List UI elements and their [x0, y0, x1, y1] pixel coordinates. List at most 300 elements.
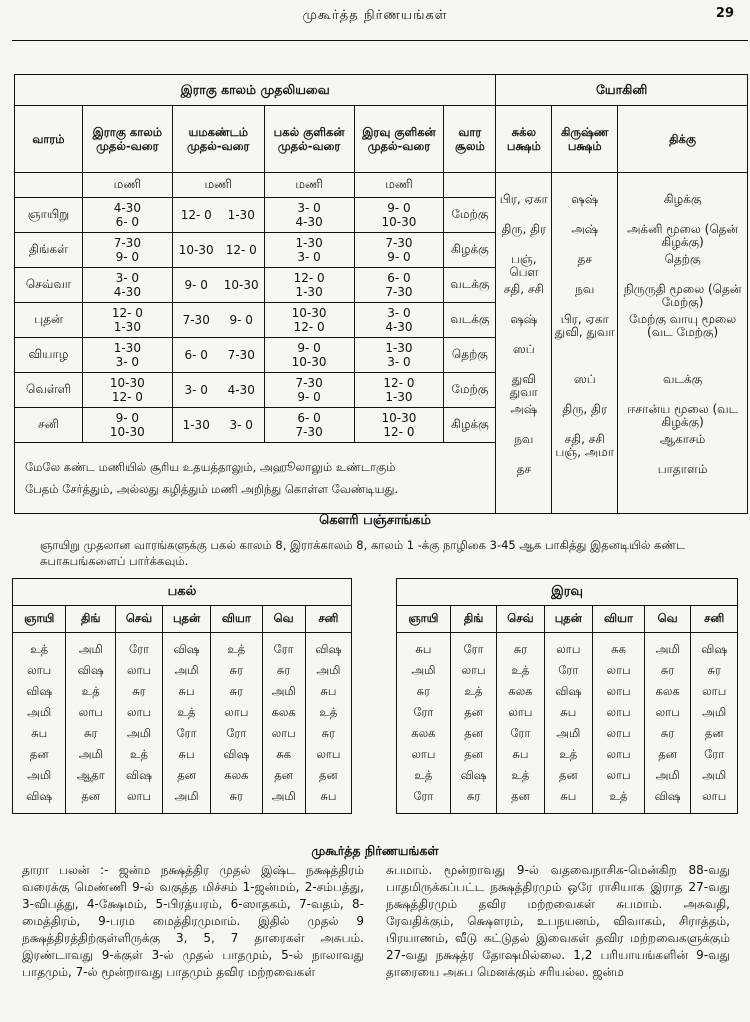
- table-row: [13, 744, 352, 765]
- time-to: 10-30: [381, 215, 417, 229]
- weekday-header: திங்: [450, 606, 497, 633]
- gouri-cell: சுர: [305, 723, 351, 744]
- gouri-cell: சுப: [162, 744, 210, 765]
- day-cell: வெள்ளி: [15, 373, 83, 408]
- yogini-sukla-column: [496, 173, 552, 514]
- time-from: 7-30: [385, 236, 413, 250]
- gouri-cell: லாப: [305, 744, 351, 765]
- gouri-cell: அமி: [13, 702, 66, 723]
- time-from: 6- 0: [297, 411, 321, 425]
- gouri-cell: சுர: [497, 633, 544, 661]
- iravu-cell: [354, 408, 444, 443]
- time-to: 3- 0: [229, 418, 253, 432]
- gouri-cell: அமி: [691, 765, 738, 786]
- yogini-sukla-cell: தச: [516, 462, 532, 476]
- time-to: 4-30: [113, 285, 141, 299]
- time-to: 1-30: [113, 320, 141, 334]
- time-from: 1-30: [113, 341, 141, 355]
- soolam-cell: கிழக்கு: [444, 408, 496, 443]
- gouri-cell: லாப: [450, 660, 497, 681]
- gouri-cell: லாப: [593, 660, 645, 681]
- iravu-cell: [354, 373, 444, 408]
- col-header-rahu: இராகு காலம் முதல்-வரை: [82, 106, 172, 173]
- time-from: 12- 0: [293, 271, 325, 285]
- day-cell: செவ்வா: [15, 268, 83, 303]
- gouri-cell: உத்: [162, 702, 210, 723]
- rahu-cell: [82, 268, 172, 303]
- gouri-cell: விஷ: [644, 786, 691, 814]
- gouri-cell: விஷ: [13, 786, 66, 814]
- day-cell: திங்கள்: [15, 233, 83, 268]
- iravu-cell: [354, 198, 444, 233]
- gouri-cell: லாப: [593, 765, 645, 786]
- gouri-cell: அமி: [262, 786, 305, 814]
- time-from: 1-30: [182, 418, 210, 432]
- yogini-dikku-cell: பாதாளம்: [657, 462, 708, 476]
- rahu-kalam-table: [14, 74, 748, 514]
- gouri-cell: ரோ: [397, 702, 451, 723]
- gouri-cell: தன: [66, 786, 116, 814]
- time-to: 9- 0: [115, 250, 140, 264]
- time-from: 10-30: [109, 376, 145, 390]
- gouri-cell: உத்: [66, 681, 116, 702]
- gouri-cell: சுர: [211, 786, 262, 814]
- gouri-cell: லாப: [593, 744, 645, 765]
- gouri-cell: தன: [450, 744, 497, 765]
- yama-cell: [172, 338, 264, 373]
- gouri-description: ஞாயிறு முதலான வாரங்களுக்கு பகல் காலம் 8, இராக்காலம் 8, காலம் 1 -க்கு நாழிகை 3-45 ஆக பாகித்து இதனடியில் கண்ட சுபாசுபங்களைப் பார்க்கவும்.: [40, 538, 686, 568]
- gouri-day-title: பகல்: [13, 579, 352, 606]
- gouri-cell: விஷ: [691, 633, 738, 661]
- time-to: 9- 0: [297, 390, 321, 404]
- time-to: 12- 0: [111, 390, 143, 404]
- table-row: [397, 765, 738, 786]
- gouri-cell: விஷ: [116, 765, 163, 786]
- gouri-cell: அமி: [305, 660, 351, 681]
- yogini-krishna-cell: திரு, திர: [562, 402, 608, 416]
- gouri-cell: ரோ: [262, 633, 305, 661]
- mani-label: மணி: [354, 173, 444, 198]
- soolam-cell: கிழக்கு: [444, 233, 496, 268]
- gouri-cell: லாப: [497, 702, 544, 723]
- gouri-cell: சுர: [211, 660, 262, 681]
- gouri-cell: விஷ: [305, 633, 351, 661]
- gouri-cell: லாப: [13, 660, 66, 681]
- gouri-cell: உத்: [116, 744, 163, 765]
- gouri-cell: உத்: [305, 702, 351, 723]
- yama-cell: [172, 303, 264, 338]
- gouri-cell: சுர: [691, 660, 738, 681]
- mani-label: மணி: [82, 173, 172, 198]
- gouri-cell: ரோ: [116, 633, 163, 661]
- table-row: [13, 786, 352, 814]
- gouri-cell: சுப: [544, 786, 593, 814]
- gouri-cell: அமி: [162, 786, 210, 814]
- table-row: [397, 786, 738, 814]
- gouri-cell: கலக: [262, 702, 305, 723]
- time-to: 3- 0: [387, 355, 411, 369]
- time-from: 10-30: [381, 411, 417, 425]
- pagal-cell: [264, 373, 354, 408]
- time-from: 6- 0: [184, 348, 208, 362]
- weekday-header: புதன்: [162, 606, 210, 633]
- gouri-cell: லாப: [544, 633, 593, 661]
- time-to: 12- 0: [383, 425, 415, 439]
- yogini-dikku-cell: மேற்கு வாயு மூலை (வட மேற்கு): [628, 312, 737, 339]
- time-to: 12- 0: [293, 320, 325, 334]
- col-header-soolam: வார சூலம்: [444, 106, 496, 173]
- yama-cell: [172, 233, 264, 268]
- rahu-cell: [82, 408, 172, 443]
- pagal-cell: [264, 233, 354, 268]
- yogini-dikku-cell: அக்னி மூலை (தென் கிழக்கு): [627, 222, 739, 249]
- page-number: 29: [715, 6, 734, 21]
- yogini-sukla-cell: துவி துவா: [509, 372, 538, 399]
- col-header-krishna: கிருஷ்ண பக்ஷம்: [552, 106, 618, 173]
- time-to: 7-30: [295, 425, 323, 439]
- gouri-cell: தன: [450, 723, 497, 744]
- time-to: 10-30: [291, 355, 327, 369]
- gouri-cell: அமி: [13, 765, 66, 786]
- gouri-cell: ரோ: [162, 723, 210, 744]
- running-header-title: முகூர்த்த நிர்ணயங்கள்: [302, 8, 448, 23]
- gouri-cell: லாப: [593, 702, 645, 723]
- time-from: 12- 0: [111, 306, 143, 320]
- gouri-cell: உத்: [593, 786, 645, 814]
- gouri-cell: விஷ: [66, 660, 116, 681]
- gouri-night-table: [396, 578, 738, 814]
- yama-cell: [172, 408, 264, 443]
- gouri-cell: அமி: [644, 633, 691, 661]
- soolam-cell: வடக்கு: [444, 303, 496, 338]
- yogini-sukla-cell: சதி, சசி: [503, 282, 544, 296]
- gouri-cell: விஷ: [13, 681, 66, 702]
- pagal-cell: [264, 303, 354, 338]
- day-cell: ஞாயிறு: [15, 198, 83, 233]
- table-note: [15, 443, 496, 514]
- gouri-cell: விஷ: [162, 633, 210, 661]
- gouri-cell: சுர: [66, 723, 116, 744]
- soolam-cell: மேற்கு: [444, 373, 496, 408]
- gouri-cell: லாப: [116, 702, 163, 723]
- gouri-cell: அமி: [397, 660, 451, 681]
- table-row: [13, 660, 352, 681]
- weekday-header: திங்: [66, 606, 116, 633]
- gouri-cell: லாப: [66, 702, 116, 723]
- weekday-header: சனி: [691, 606, 738, 633]
- gouri-cell: உத்: [544, 744, 593, 765]
- gouri-cell: லாப: [211, 702, 262, 723]
- time-to: 3- 0: [297, 250, 321, 264]
- body-column-right: சுபமாம். மூன்றாவது 9-ல் வதவைநாசிக-மென்கிற 88-வது பாதமிருக்கப்பட்ட நக்ஷத்திரமும் ஒரே ராசியாக இராத 27-வது நக்ஷத்திரமும் தவிர மற்றவைகள் சுபமாம். அசுவதி, ரேவதிக்கும், க்ஷௌரம், உபநயனம், விவாகம், சிராத்தம், பிரயாணம், வீடு கட்டுதல் இவைகள் தவிர மற்றவைகளுக்கும் 27-வது நக்ஷத்ர தோஷமில்லை. 1,2 பரியாயங்களின் 9-வது தாரையை அசுப மெனக்கும் சரியல்ல. ஜன்ம: [386, 863, 730, 979]
- note-line: பேதம் சேர்த்தும், அல்லது கழித்தும் மணி அறிந்து கொள்ள வேண்டியது.: [25, 482, 399, 496]
- gouri-title: கௌரி பஞ்சாங்கம்: [319, 513, 431, 528]
- rahu-cell: [82, 338, 172, 373]
- iravu-cell: [354, 233, 444, 268]
- weekday-header: வெ: [262, 606, 305, 633]
- time-from: 12- 0: [383, 376, 415, 390]
- yogini-dikku-column: [618, 173, 748, 514]
- gouri-cell: தன: [450, 702, 497, 723]
- gouri-cell: கலக: [497, 681, 544, 702]
- time-from: 1-30: [295, 236, 323, 250]
- gouri-cell: அமி: [262, 681, 305, 702]
- iravu-cell: [354, 268, 444, 303]
- gouri-cell: சுப: [544, 702, 593, 723]
- yogini-sukla-cell: ஸப்: [512, 342, 535, 356]
- weekday-header: சனி: [305, 606, 351, 633]
- yama-cell: [172, 198, 264, 233]
- gouri-cell: லாப: [691, 786, 738, 814]
- gouri-cell: லாப: [691, 681, 738, 702]
- time-to: 4-30: [385, 320, 413, 334]
- gouri-cell: சுக: [262, 744, 305, 765]
- weekday-header: ஞாயி: [397, 606, 451, 633]
- time-from: 9- 0: [297, 341, 321, 355]
- gouri-cell: சுர: [644, 660, 691, 681]
- iravu-cell: [354, 338, 444, 373]
- group-header-rahu: இராகு காலம் முதலியவை: [15, 75, 496, 106]
- time-from: 3- 0: [115, 271, 140, 285]
- gouri-cell: சுப: [497, 744, 544, 765]
- gouri-cell: தன: [644, 744, 691, 765]
- gouri-cell: அமி: [66, 744, 116, 765]
- yogini-sukla-cell: நவ: [514, 432, 534, 446]
- yama-cell: [172, 268, 264, 303]
- yogini-krishna-cell: சதி, சசி பஞ், அமா: [555, 432, 615, 459]
- gouri-cell: லாப: [644, 702, 691, 723]
- time-from: 4-30: [113, 201, 141, 215]
- time-from: 10-30: [178, 243, 214, 257]
- gouri-cell: ரோ: [497, 723, 544, 744]
- weekday-header: வியா: [593, 606, 645, 633]
- gouri-cell: அமி: [691, 702, 738, 723]
- yogini-krishna-column: [552, 173, 618, 514]
- time-to: 9- 0: [229, 313, 253, 327]
- time-from: 6- 0: [387, 271, 411, 285]
- yogini-krishna-cell: நவ: [575, 282, 595, 296]
- gouri-cell: லாப: [116, 786, 163, 814]
- body-column-left: தாரா பலன் :- ஜன்ம நக்ஷத்திர முதல் இஷ்ட நக்ஷத்திரம் வரைக்கு மெண்ணி 9-ல் வகுத்த மிச்சம் 1-ஜன்மம், 2-சம்பத்து, 3-விபத்து, 4-க்ஷேமம், 5-பிரத்யரம், 6-ஸாதகம், 7-வதம், 8-மைத்திரம், 9-பரம மைத்திரமுமாம். இதில் முதல் 9 நக்ஷத்திரத்திற்குள்ளிருக்கு 3, 5, 7 தாரைகள் அசுபம். இரண்டாவது 9-க்குள் 3-ல் முதல் பாதமும், 5-ல் நாலாவது பாதமும், 7-ல் மூன்றாவது பாதமும் தவிர மற்றவைகள்: [22, 863, 364, 979]
- yogini-dikku-cell: தெற்கு: [664, 252, 701, 266]
- table-row: [397, 681, 738, 702]
- weekday-header: செவ்: [116, 606, 163, 633]
- time-from: 9- 0: [115, 411, 140, 425]
- col-header-night-kuligan: இரவு குளிகன் முதல்-வரை: [354, 106, 444, 173]
- time-from: 3- 0: [184, 383, 208, 397]
- yogini-krishna-cell: ஸப்: [573, 372, 596, 386]
- weekday-header: புதன்: [544, 606, 593, 633]
- gouri-cell: தன: [13, 744, 66, 765]
- gouri-cell: தன: [497, 786, 544, 814]
- mani-label: மணி: [172, 173, 264, 198]
- yogini-sukla-cell: அஷ்: [510, 402, 538, 416]
- gouri-night-title: இரவு: [397, 579, 738, 606]
- gouri-cell: உத்: [397, 765, 451, 786]
- time-to: 7-30: [227, 348, 255, 362]
- pagal-cell: [264, 408, 354, 443]
- gouri-cell: உத்: [497, 660, 544, 681]
- gouri-cell: தன: [305, 765, 351, 786]
- gouri-cell: ஆதா: [66, 765, 116, 786]
- gouri-cell: லாப: [116, 660, 163, 681]
- col-header-dikku: திக்கு: [618, 106, 748, 173]
- mani-blank: [15, 173, 83, 198]
- gouri-cell: சுர: [397, 681, 451, 702]
- time-to: 1-30: [295, 285, 323, 299]
- gouri-cell: ரோ: [544, 660, 593, 681]
- yogini-dikku-cell: கிழக்கு: [663, 192, 702, 206]
- gouri-cell: சுக: [593, 633, 645, 661]
- section-title: முகூர்த்த நிர்ணயங்கள்: [311, 843, 439, 858]
- gouri-cell: உத்: [450, 681, 497, 702]
- time-to: 9- 0: [387, 250, 411, 264]
- time-from: 9- 0: [387, 201, 411, 215]
- time-to: 12- 0: [225, 243, 257, 257]
- yogini-sukla-cell: பிர, ஏகா: [499, 192, 548, 206]
- gouri-cell: தன: [544, 765, 593, 786]
- yogini-krishna-cell: பிர, ஏகா துவி, துவா: [554, 312, 615, 339]
- time-from: 7-30: [182, 313, 210, 327]
- gouri-cell: கலக: [211, 765, 262, 786]
- gouri-cell: விஷ: [450, 765, 497, 786]
- weekday-header: வெ: [644, 606, 691, 633]
- gouri-cell: ரோ: [397, 786, 451, 814]
- soolam-cell: மேற்கு: [444, 198, 496, 233]
- time-to: 6- 0: [115, 215, 140, 229]
- header-rule: [12, 40, 748, 41]
- time-from: 12- 0: [180, 208, 212, 222]
- gouri-cell: சுர: [262, 660, 305, 681]
- table-row: [13, 723, 352, 744]
- yogini-dikku-cell: நிருருதி மூலை (தென் மேற்கு): [623, 282, 742, 309]
- col-header-yama: யமகண்டம் முதல்-வரை: [172, 106, 264, 173]
- yogini-dikku-cell: ஆகாசம்: [659, 432, 706, 446]
- yogini-krishna-cell: தச: [577, 252, 592, 266]
- time-to: 3- 0: [115, 355, 140, 369]
- time-from: 7-30: [113, 236, 141, 250]
- gouri-cell: தன: [691, 723, 738, 744]
- soolam-cell: தெற்கு: [444, 338, 496, 373]
- gouri-cell: கலக: [397, 723, 451, 744]
- time-from: 10-30: [291, 306, 327, 320]
- gouri-cell: கலக: [644, 681, 691, 702]
- iravu-cell: [354, 303, 444, 338]
- pagal-cell: [264, 198, 354, 233]
- gouri-cell: அமி: [544, 723, 593, 744]
- time-from: 7-30: [295, 376, 323, 390]
- gouri-cell: உத்: [211, 633, 262, 661]
- gouri-cell: அமி: [162, 660, 210, 681]
- yogini-dikku-cell: வடக்கு: [662, 372, 703, 386]
- gouri-cell: லாப: [593, 681, 645, 702]
- rahu-cell: [82, 373, 172, 408]
- col-header-day-kuligan: பகல் குளிகன் முதல்-வரை: [264, 106, 354, 173]
- gouri-cell: சுர: [116, 681, 163, 702]
- time-from: 9- 0: [184, 278, 208, 292]
- gouri-cell: உத்: [13, 633, 66, 661]
- time-from: 3- 0: [297, 201, 321, 215]
- table-row: [397, 633, 738, 661]
- weekday-header: ஞாயி: [13, 606, 66, 633]
- mani-label: மணி: [264, 173, 354, 198]
- gouri-cell: சுப: [397, 633, 451, 661]
- time-to: 10-30: [109, 425, 145, 439]
- group-header-yogini: யோகினி: [496, 75, 748, 106]
- table-row: [397, 744, 738, 765]
- time-to: 4-30: [227, 383, 255, 397]
- yama-cell: [172, 373, 264, 408]
- note-line: மேலே கண்ட மணியில் சூரிய உதயத்தாலும், அஹூலாலும் உண்டாகும்: [25, 460, 396, 474]
- rahu-cell: [82, 303, 172, 338]
- rahu-cell: [82, 198, 172, 233]
- pagal-cell: [264, 338, 354, 373]
- gouri-cell: தன: [162, 765, 210, 786]
- table-row: [397, 723, 738, 744]
- gouri-cell: சுப: [305, 786, 351, 814]
- table-row: [13, 702, 352, 723]
- yogini-sukla-cell: திரு, திர: [501, 222, 547, 236]
- time-to: 10-30: [223, 278, 259, 292]
- gouri-cell: லாப: [262, 723, 305, 744]
- yogini-krishna-cell: ஷஷ்: [571, 192, 599, 206]
- table-row: [13, 633, 352, 661]
- gouri-cell: தன: [262, 765, 305, 786]
- col-header-sukla: சுக்ல பக்ஷம்: [496, 106, 552, 173]
- weekday-header: செவ்: [497, 606, 544, 633]
- gouri-cell: ரோ: [211, 723, 262, 744]
- gouri-day-table: [12, 578, 352, 814]
- day-cell: வியாழ: [15, 338, 83, 373]
- col-header-day: வாரம்: [15, 106, 83, 173]
- time-to: 4-30: [295, 215, 323, 229]
- weekday-header: வியா: [211, 606, 262, 633]
- gouri-cell: ரோ: [691, 744, 738, 765]
- gouri-cell: சுர: [644, 723, 691, 744]
- gouri-cell: அமி: [116, 723, 163, 744]
- table-row: [13, 765, 352, 786]
- yogini-dikku-cell: ஈசான்ய மூலை (வட கிழக்கு): [626, 402, 739, 429]
- gouri-cell: சுர: [450, 786, 497, 814]
- table-row: [397, 702, 738, 723]
- gouri-cell: ரோ: [450, 633, 497, 661]
- gouri-cell: சுப: [162, 681, 210, 702]
- gouri-cell: லாப: [397, 744, 451, 765]
- yogini-sukla-cell: பஞ், பௌ: [509, 252, 539, 279]
- pagal-cell: [264, 268, 354, 303]
- gouri-cell: சுப: [305, 681, 351, 702]
- time-from: 3- 0: [387, 306, 411, 320]
- day-cell: சனி: [15, 408, 83, 443]
- soolam-cell: வடக்கு: [444, 268, 496, 303]
- gouri-cell: சுப: [13, 723, 66, 744]
- gouri-cell: விஷ: [544, 681, 593, 702]
- gouri-cell: அமி: [66, 633, 116, 661]
- table-row: [13, 681, 352, 702]
- time-to: 1-30: [385, 390, 413, 404]
- time-to: 1-30: [227, 208, 255, 222]
- gouri-cell: விஷ: [211, 744, 262, 765]
- time-to: 7-30: [385, 285, 413, 299]
- table-row: [397, 660, 738, 681]
- gouri-cell: லாப: [593, 723, 645, 744]
- day-cell: புதன்: [15, 303, 83, 338]
- time-from: 1-30: [385, 341, 413, 355]
- yogini-krishna-cell: அஷ்: [571, 222, 599, 236]
- gouri-cell: உத்: [497, 765, 544, 786]
- yogini-sukla-cell: ஷஷ்: [510, 312, 538, 326]
- rahu-cell: [82, 233, 172, 268]
